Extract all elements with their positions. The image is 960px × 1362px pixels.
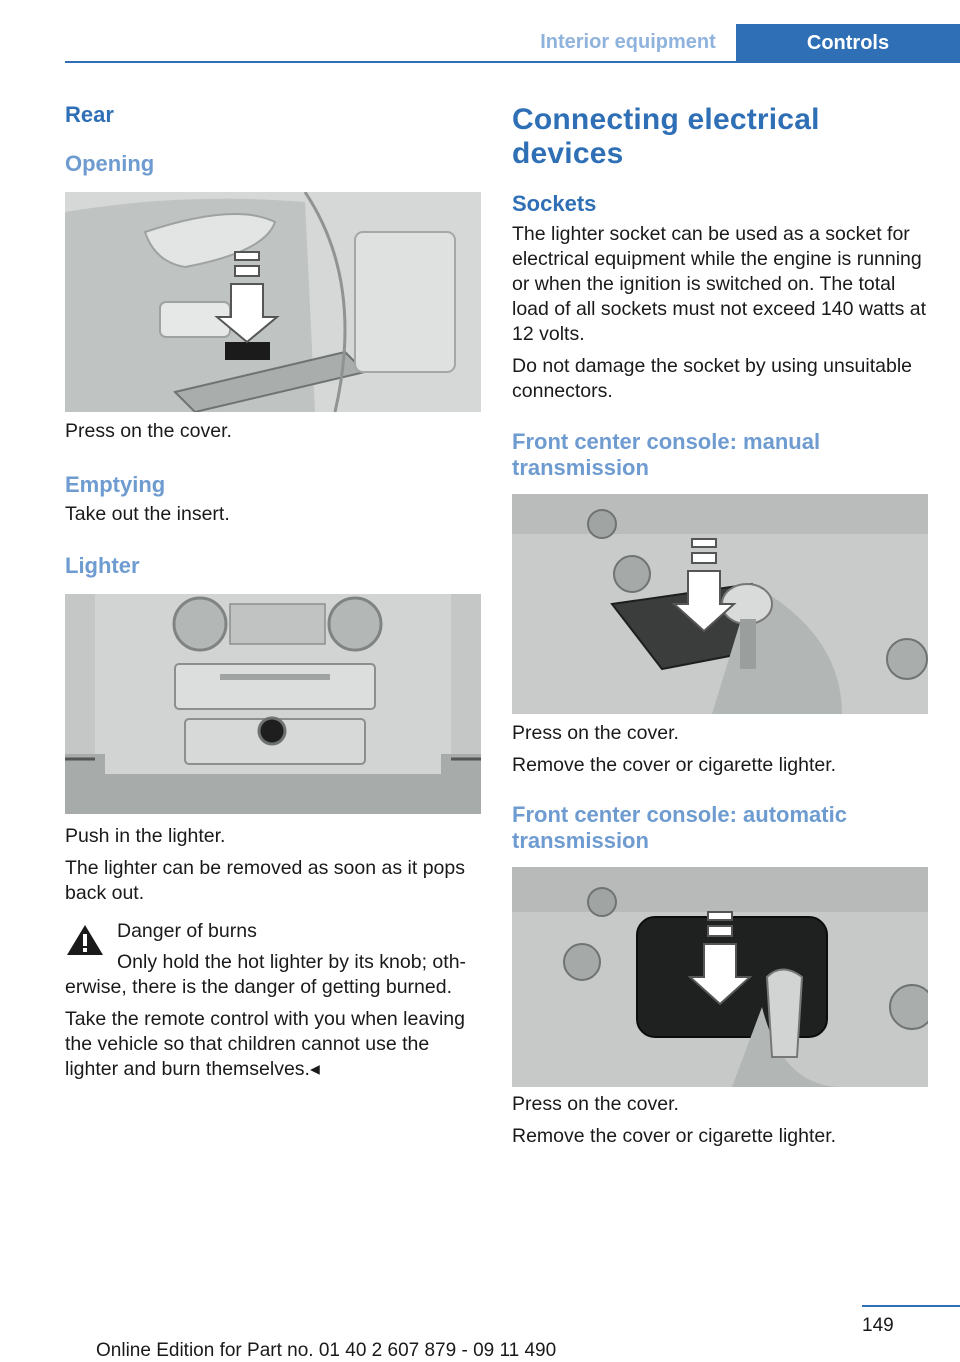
photo-automatic-console [512, 867, 928, 1087]
heading-sockets: Sockets [512, 191, 597, 216]
text-sockets-2: Do not damage the socket by using unsuitable connectors. [512, 355, 913, 402]
text-press-cover-rear: Press on the cover. [65, 420, 232, 442]
text-auto-press-cover: Press on the cover. [512, 1093, 679, 1115]
warning-triangle-icon [65, 923, 105, 957]
footer-rule [862, 1305, 960, 1307]
text-manual-remove-cover: Remove the cover or cigarette lighter. [512, 754, 837, 776]
text-lighter-removed: The lighter can be removed as soon as it pops back out. [65, 857, 465, 904]
heading-emptying: Emptying [65, 472, 166, 497]
photo-rear-lighter [65, 594, 481, 814]
text-push-in-lighter: Push in the lighter. [65, 825, 226, 847]
text-sockets-1: The lighter socket can be used as a socket for electrical equipment while the engine is running or when the ignition is switched on. The total load of all sockets must not exceed 140 watts at 12 volts. [512, 223, 927, 345]
page-number: 149 [862, 1315, 894, 1336]
heading-opening: Opening [65, 151, 155, 176]
warning-title: Danger of burns [117, 920, 257, 942]
heading-manual-transmission: Front center console: manual transmission [512, 429, 821, 480]
heading-connecting-devices: Connecting electrical devices [512, 103, 820, 170]
text-take-out-insert: Take out the insert. [65, 503, 230, 525]
warning-text: Only hold the hot lighter by its knob; otherwise, there is the danger of getting burned. [65, 951, 467, 998]
photo-rear-door-ashtray [65, 192, 481, 412]
text-manual-press-cover: Press on the cover. [512, 722, 679, 744]
header-rule [65, 61, 960, 63]
warning-text-2: Take the remote control with you when leaving the vehicle so that children cannot use the lighter and burn themselves.◂ [65, 1008, 465, 1080]
left-column [65, 95, 481, 1082]
text-auto-remove-cover: Remove the cover or cigarette lighter. [512, 1125, 837, 1147]
header-section-label: Interior equipment [540, 30, 716, 53]
header-chapter-tab[interactable]: Controls [736, 24, 960, 62]
warning-block [65, 919, 481, 944]
photo-manual-console [512, 494, 928, 714]
heading-rear: Rear [65, 102, 114, 127]
heading-lighter: Lighter [65, 553, 140, 578]
heading-automatic-transmission: Front center console: automatic transmission [512, 802, 847, 853]
edition-note: Online Edition for Part no. 01 40 2 607 879 - 09 11 490 [96, 1340, 557, 1361]
right-column [512, 95, 928, 1149]
